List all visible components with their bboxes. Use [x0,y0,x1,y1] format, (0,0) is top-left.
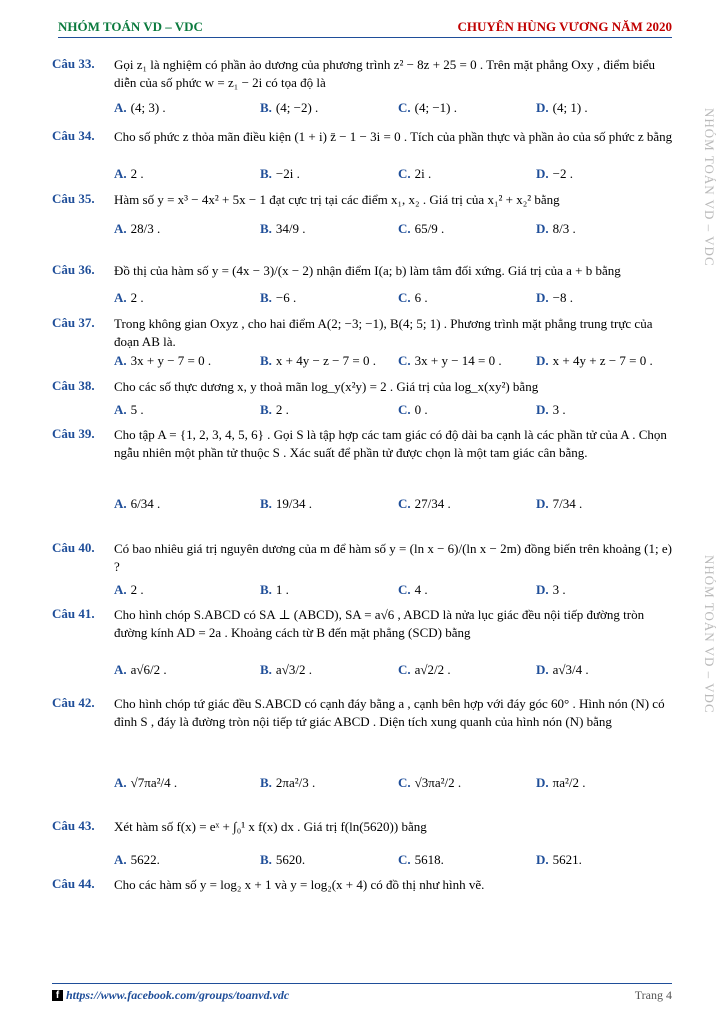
answer-options [114,221,674,239]
question-number: Câu 44. [52,876,95,891]
answer-options [114,166,674,184]
option-d: D. −8 . [536,290,573,305]
option-a: A. 6/34 . [114,496,161,511]
question-33 [52,56,674,116]
answer-options [114,582,674,600]
option-d: D. 3 . [536,582,566,597]
question-number: Câu 34. [52,128,95,143]
option-c: C. (4; −1) . [398,100,457,115]
option-c: C. 27/34 . [398,496,451,511]
question-text: Gọi z₁ là nghiệm có phần ảo dương của phương trình z² − 8z + 25 = 0 . Trên mặt phẳng Oxy , điểm biểu diễn của số phức w = z₁ − 2i có tọa độ là [114,57,655,90]
option-a: A. 2 . [114,290,144,305]
option-c: C. 0 . [398,402,428,417]
question-text: Cho số phức z thỏa mãn điều kiện (1 + i) z̄ − 1 − 3i = 0 . Tích của phần thực và phần ảo của số phức z bằng [114,129,673,144]
option-c: C. 6 . [398,290,428,305]
option-c: C. a√2/2 . [398,662,451,677]
question-number: Câu 40. [52,540,95,555]
question-text: Cho hình chóp S.ABCD có SA ⊥ (ABCD), SA = a√6 , ABCD là nửa lục giác đều nội tiếp đường tròn đường kính AD = 2a . Khoảng cách từ B đến mặt phẳng (SCD) bằng [114,607,645,640]
question-number: Câu 35. [52,191,95,206]
answer-options [114,100,674,118]
option-d: D. 3 . [536,402,566,417]
option-d: D. πa²/2 . [536,775,586,790]
option-d: D. a√3/4 . [536,662,589,677]
option-a: A. 2 . [114,166,144,181]
question-43 [52,818,674,866]
question-text: Xét hàm số f(x) = eˣ + ∫₀¹ x f(x) dx . Giá trị f(ln(5620)) bằng [114,819,427,834]
answer-options [114,775,674,793]
question-number: Câu 39. [52,426,95,441]
option-c: C. 5618. [398,852,444,867]
watermark-bottom: NHÓM TOÁN VD – VDC [702,555,717,714]
option-b: B. a√3/2 . [260,662,312,677]
question-text: Cho tập A = {1, 2, 3, 4, 5, 6} . Gọi S là tập hợp các tam giác có độ dài ba cạnh là các phần tử của A . Chọn ngẫu nhiên một phần tử thuộc S . Xác suất để phần tử được chọn là một tam giác cân bằng. [114,427,667,460]
answer-options [114,402,674,420]
question-40 [52,540,674,600]
option-a: A. (4; 3) . [114,100,166,115]
question-number: Câu 43. [52,818,95,833]
question-number: Câu 41. [52,606,95,621]
question-text: Cho các hàm số y = log₂ x + 1 và y = log₂(x + 4) có đồ thị như hình vẽ. [114,877,485,892]
option-b: B. −2i . [260,166,300,181]
question-text: Hàm số y = x³ − 4x² + 5x − 1 đạt cực trị tại các điểm x₁, x₂ . Giá trị của x₁² + x₂² bằng [114,192,560,207]
question-number: Câu 38. [52,378,95,393]
question-number: Câu 36. [52,262,95,277]
option-b: B. 34/9 . [260,221,306,236]
option-b: B. −6 . [260,290,297,305]
option-b: B. (4; −2) . [260,100,319,115]
header-group-name: NHÓM TOÁN VD – VDC [58,19,203,34]
answer-options [114,662,674,680]
option-a: A. 28/3 . [114,221,161,236]
option-c: C. 4 . [398,582,428,597]
watermark-top: NHÓM TOÁN VD – VDC [702,108,717,267]
option-b: B. 2πa²/3 . [260,775,316,790]
option-d: D. 5621. [536,852,582,867]
option-b: B. 19/34 . [260,496,313,511]
question-42 [52,695,674,805]
page-number: Trang 4 [634,988,672,1002]
question-number: Câu 42. [52,695,95,710]
question-38 [52,378,674,416]
question-number: Câu 37. [52,315,95,330]
option-c: C. 2i . [398,166,432,181]
option-a: A. √7πa²/4 . [114,775,178,790]
option-a: A. 3x + y − 7 = 0 . [114,353,212,368]
question-36 [52,262,674,310]
question-text: Trong không gian Oxyz , cho hai điểm A(2; −3; −1), B(4; 5; 1) . Phương trình mặt phẳng trung trực của đoạn AB là. [114,316,653,349]
answer-options [114,496,674,514]
question-text: Cho hình chóp tứ giác đều S.ABCD có cạnh đáy bằng a , cạnh bên hợp với đáy góc 60° . Hình nón (N) có đỉnh S , đáy là đường tròn nội tiếp tứ giác ABCD . Diện tích xung quanh của hình nón (N) bằng [114,696,665,729]
question-44 [52,876,674,896]
answer-options [114,852,674,870]
question-34 [52,128,674,184]
option-d: D. x + 4y + z − 7 = 0 . [536,353,653,368]
option-d: D. (4; 1) . [536,100,588,115]
option-a: A. 5 . [114,402,144,417]
option-b: B. 2 . [260,402,289,417]
option-d: D. −2 . [536,166,573,181]
question-text: Đồ thị của hàm số y = (4x − 3)/(x − 2) nhận điểm I(a; b) làm tâm đối xứng. Giá trị của a + b bằng [114,263,621,278]
option-c: C. √3πa²/2 . [398,775,462,790]
option-c: C. 65/9 . [398,221,445,236]
answer-options [114,353,674,371]
question-text: Cho các số thực dương x, y thoả mãn log_y(x²y) = 2 . Giá trị của log_x(xy²) bằng [114,379,539,394]
option-a: A. a√6/2 . [114,662,167,677]
option-a: A. 2 . [114,582,144,597]
option-b: B. x + 4y − z − 7 = 0 . [260,353,377,368]
header-exam-title: CHUYÊN HÙNG VƯƠNG NĂM 2020 [457,19,672,34]
answer-options [114,290,674,308]
option-a: A. 5622. [114,852,160,867]
question-35 [52,191,674,251]
question-number: Câu 33. [52,56,95,71]
question-39 [52,426,674,520]
option-d: D. 8/3 . [536,221,576,236]
facebook-icon: f [52,990,63,1001]
page-footer [52,983,672,1008]
question-37 [52,315,674,369]
page-header [58,19,672,38]
question-41 [52,606,674,690]
option-b: B. 5620. [260,852,306,867]
question-text: Có bao nhiêu giá trị nguyên dương của m để hàm số y = (ln x − 6)/(ln x − 2m) đồng biến trên khoảng (1; e) ? [114,541,672,574]
facebook-group-link[interactable]: https://www.facebook.com/groups/toanvd.vdc [66,988,290,1002]
option-c: C. 3x + y − 14 = 0 . [398,353,502,368]
option-b: B. 1 . [260,582,289,597]
option-d: D. 7/34 . [536,496,583,511]
